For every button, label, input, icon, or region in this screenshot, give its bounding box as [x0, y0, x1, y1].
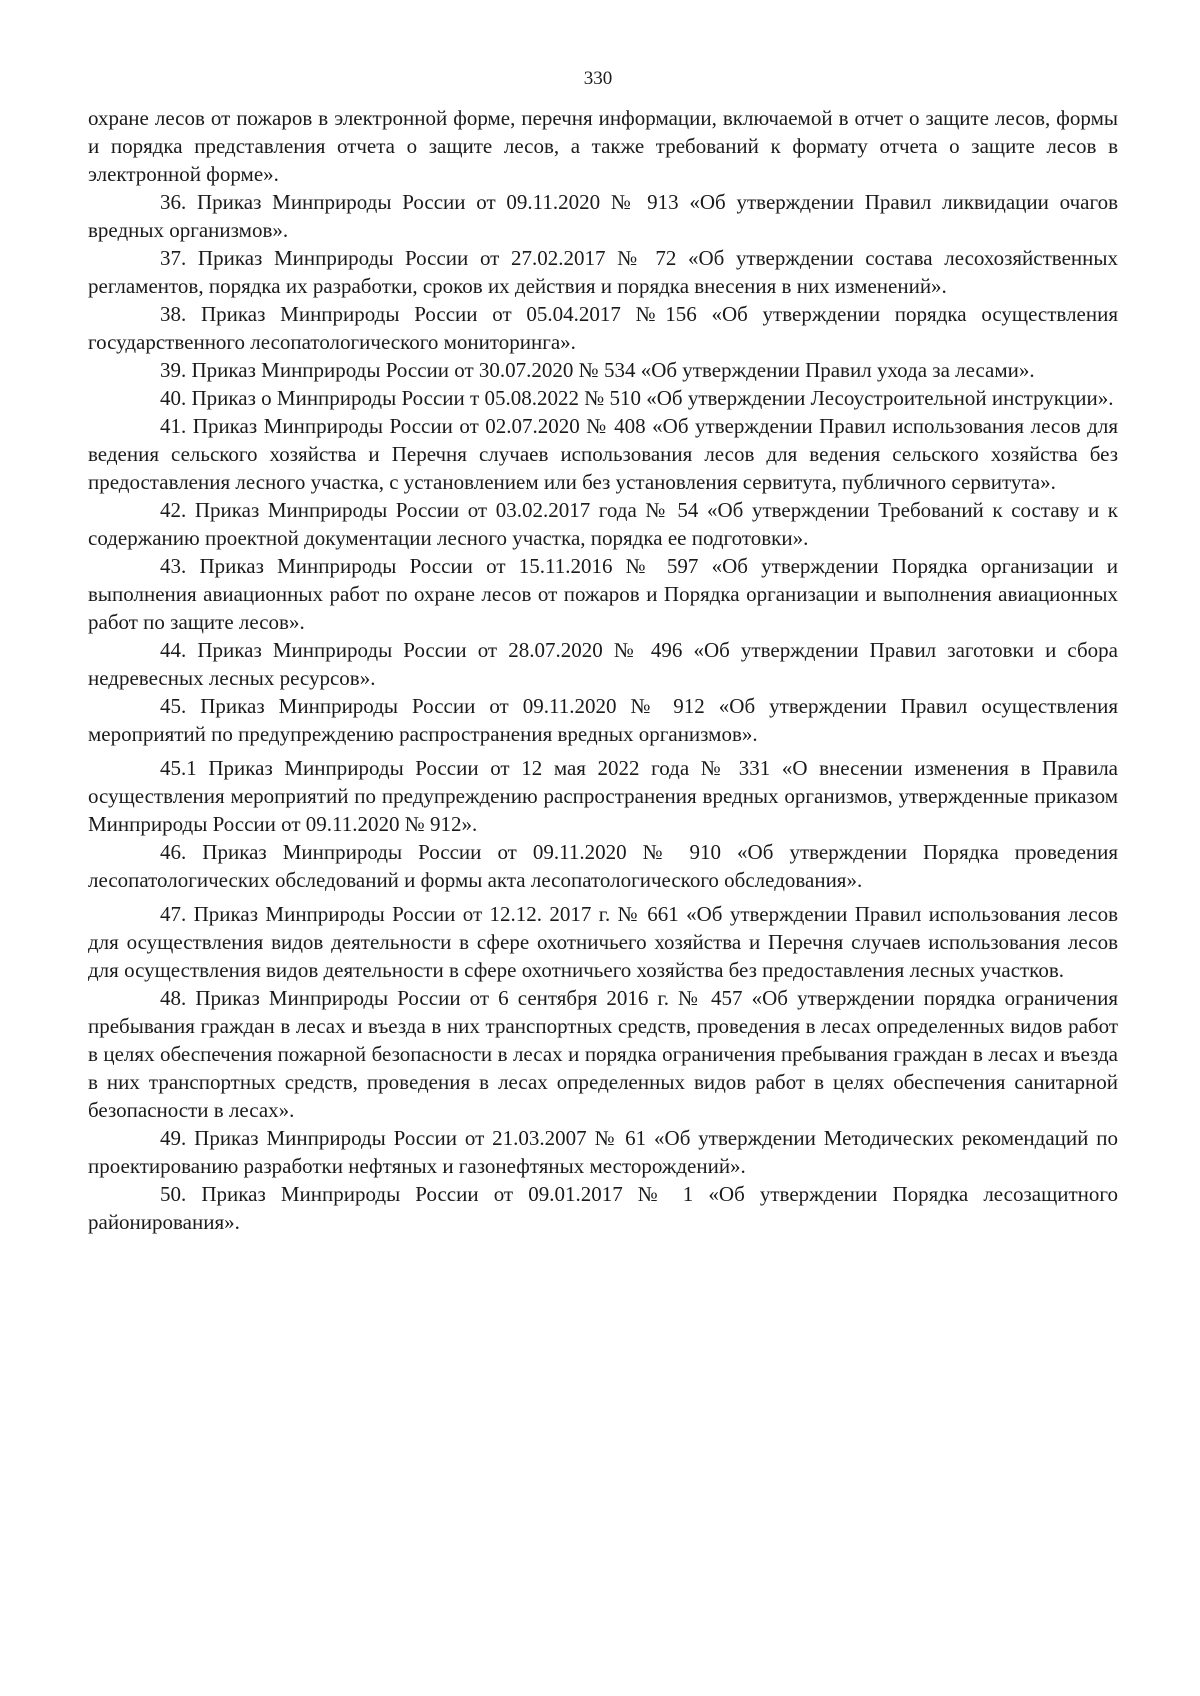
paragraph-item-50: 50. Приказ Минприроды России от 09.01.2017 № 1 «Об утверждении Порядка лесозащитного районирования». [88, 1182, 1118, 1234]
paragraph-item-40: 40. Приказ о Минприроды России т 05.08.2022 № 510 «Об утверждении Лесоустроительной инструкции». [160, 386, 1114, 410]
paragraph-continuation: охране лесов от пожаров в электронной форме, перечня информации, включаемой в отчет о защите лесов, формы и порядка представления отчета о защите лесов, а также требований к формату отчета о защите лесов в электронной форме». [88, 106, 1118, 186]
document-page [88, 66, 1118, 1236]
paragraph-item-36: 36. Приказ Минприроды России от 09.11.2020 № 913 «Об утверждении Правил ликвидации очагов вредных организмов». [88, 190, 1118, 242]
page-number: 330 [583, 68, 613, 89]
paragraph-item-48: 48. Приказ Минприроды России от 6 сентября 2016 г. № 457 «Об утверждении порядка ограничения пребывания граждан в лесах и въезда в них транспортных средств, проведения в лесах определенных видов работ в целях обеспечения пожарной безопасности в лесах и порядка ограничения пребывания граждан в лесах и въезда в них транспортных средств, проведения в лесах определенных видов работ в целях обеспечения санитарной безопасности в лесах». [88, 986, 1118, 1122]
paragraph-item-38: 38. Приказ Минприроды России от 05.04.2017 №156 «Об утверждении порядка осуществления государственного лесопатологического мониторинга». [88, 302, 1118, 354]
paragraph-item-44: 44. Приказ Минприроды России от 28.07.2020 № 496 «Об утверждении Правил заготовки и сбора недревесных лесных ресурсов». [88, 638, 1118, 690]
paragraph-item-42: 42. Приказ Минприроды России от 03.02.2017 года № 54 «Об утверждении Требований к составу и к содержанию проектной документации лесного участка, порядка ее подготовки». [88, 498, 1118, 550]
paragraph-item-37: 37. Приказ Минприроды России от 27.02.2017 № 72 «Об утверждении состава лесохозяйственных регламентов, порядка их разработки, сроков их действия и порядка внесения в них изменений». [88, 246, 1118, 298]
paragraph-item-49: 49. Приказ Минприроды России от 21.03.2007 № 61 «Об утверждении Методических рекомендаций по проектированию разработки нефтяных и газонефтяных месторождений». [88, 1126, 1118, 1178]
paragraph-item-45: 45. Приказ Минприроды России от 09.11.2020 № 912 «Об утверждении Правил осуществления мероприятий по предупреждению распространения вредных организмов». [88, 694, 1118, 746]
paragraph-item-47: 47. Приказ Минприроды России от 12.12. 2017 г. № 661 «Об утверждении Правил использования лесов для осуществления видов деятельности в сфере охотничьего хозяйства и Перечня случаев использования лесов для осуществления видов деятельности в сфере охотничьего хозяйства без предоставления лесных участков. [88, 902, 1118, 982]
paragraph-item-46: 46. Приказ Минприроды России от 09.11.2020 № 910 «Об утверждении Порядка проведения лесопатологических обследований и формы акта лесопатологического обследования». [88, 840, 1118, 892]
paragraph-item-45-1: 45.1 Приказ Минприроды России от 12 мая 2022 года № 331 «О внесении изменения в Правила осуществления мероприятий по предупреждению распространения вредных организмов, утвержденные приказом Минприроды России от 09.11.2020 № 912». [88, 756, 1118, 836]
paragraph-item-43: 43. Приказ Минприроды России от 15.11.2016 № 597 «Об утверждении Порядка организации и выполнения авиационных работ по охране лесов от пожаров и Порядка организации и выполнения авиационных работ по защите лесов». [88, 554, 1118, 634]
paragraph-item-39: 39. Приказ Минприроды России от 30.07.2020 № 534 «Об утверждении Правил ухода за лесами». [160, 358, 1035, 382]
paragraph-item-41: 41. Приказ Минприроды России от 02.07.2020 № 408 «Об утверждении Правил использования лесов для ведения сельского хозяйства и Перечня случаев использования лесов для ведения сельского хозяйства без предоставления лесного участка, с установлением или без установления сервитута, публичного сервитута». [88, 414, 1118, 494]
